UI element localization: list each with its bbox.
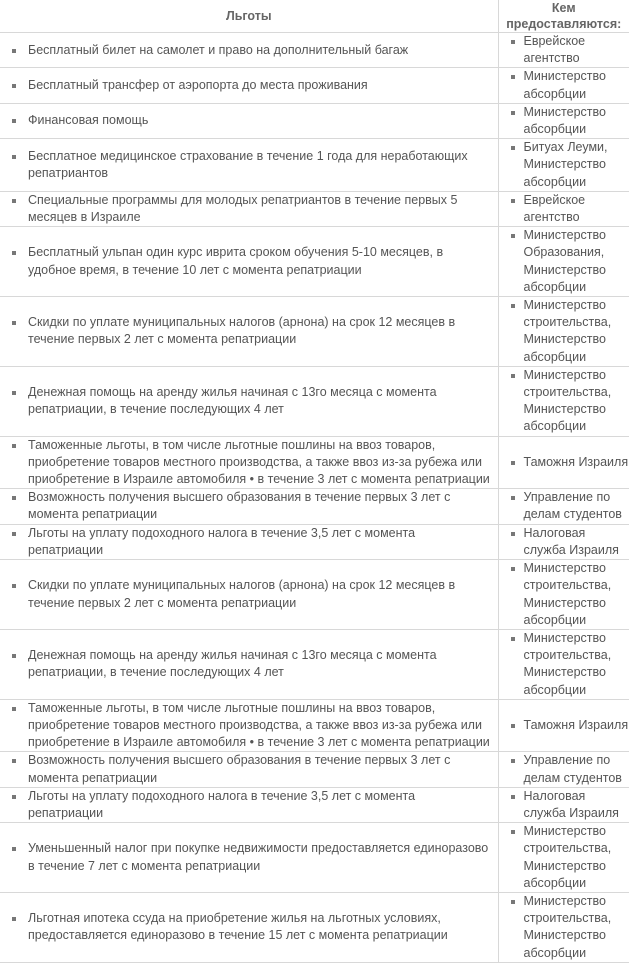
- header-provider: Кем предоставляются:: [498, 0, 629, 33]
- bullet-icon: [511, 637, 515, 641]
- provider-cell: [498, 227, 629, 297]
- table-row: [0, 524, 629, 559]
- table-row: [0, 297, 629, 367]
- provider-cell: [498, 103, 629, 138]
- benefit-cell: [0, 366, 498, 436]
- benefit-text: Таможенные льготы, в том числе льготные пошлины на ввоз товаров, приобретение товаров местного производства, а также ввоз из-за рубежа или приобретение в Израиле автомобиля • в течение 3 лет с момента репатриации: [28, 437, 492, 489]
- benefit-cell: [0, 752, 498, 787]
- benefit-cell: [0, 524, 498, 559]
- bullet-icon: [12, 847, 16, 851]
- bullet-icon: [511, 724, 515, 728]
- table-row: [0, 33, 629, 68]
- provider-text: Управление по делам студентов: [524, 489, 629, 523]
- bullet-icon: [511, 900, 515, 904]
- benefit-cell: [0, 436, 498, 489]
- benefit-cell: [0, 560, 498, 630]
- provider-text: Налоговая служба Израиля: [524, 788, 629, 822]
- bullet-icon: [511, 199, 515, 203]
- table-row: [0, 489, 629, 524]
- provider-cell: [498, 629, 629, 699]
- benefit-cell: [0, 33, 498, 68]
- benefit-text: Возможность получения высшего образования в течение первых 3 лет с момента репатриации: [28, 489, 492, 523]
- bullet-icon: [12, 321, 16, 325]
- table-row: [0, 191, 629, 226]
- provider-cell: [498, 68, 629, 103]
- benefit-text: Таможенные льготы, в том числе льготные пошлины на ввоз товаров, приобретение товаров местного производства, а также ввоз из-за рубежа или приобретение в Израиле автомобиля • в течение 3 лет с момента репатриации: [28, 700, 492, 752]
- benefit-text: Финансовая помощь: [28, 112, 148, 129]
- bullet-icon: [12, 84, 16, 88]
- table-row: [0, 68, 629, 103]
- benefit-text: Бесплатный трансфер от аэропорта до места проживания: [28, 77, 368, 94]
- benefit-cell: [0, 191, 498, 226]
- table-row: [0, 139, 629, 192]
- provider-cell: [498, 699, 629, 752]
- provider-text: Министерство строительства, Министерство абсорбции: [524, 560, 629, 629]
- provider-text: Министерство строительства, Министерство абсорбции: [524, 297, 629, 366]
- bullet-icon: [511, 567, 515, 571]
- table-header-row: [0, 0, 629, 33]
- table-row: [0, 436, 629, 489]
- provider-text: Управление по делам студентов: [524, 752, 629, 786]
- bullet-icon: [511, 795, 515, 799]
- provider-cell: [498, 787, 629, 822]
- provider-text: Министерство строительства, Министерство абсорбции: [524, 630, 629, 699]
- provider-text: Министерство строительства, Министерство абсорбции: [524, 367, 629, 436]
- bullet-icon: [511, 111, 515, 115]
- table-row: [0, 227, 629, 297]
- provider-cell: [498, 752, 629, 787]
- provider-text: Налоговая служба Израиля: [524, 525, 629, 559]
- provider-cell: [498, 191, 629, 226]
- provider-text: Министерство строительства, Министерство абсорбции: [524, 893, 629, 962]
- bullet-icon: [12, 795, 16, 799]
- provider-text: Министерство абсорбции: [524, 104, 629, 138]
- provider-text: Министерство Образования, Министерство абсорбции: [524, 227, 629, 296]
- provider-cell: [498, 139, 629, 192]
- benefit-text: Возможность получения высшего образования в течение первых 3 лет с момента репатриации: [28, 752, 492, 786]
- provider-text: Еврейское агентство: [524, 33, 629, 67]
- bullet-icon: [511, 234, 515, 238]
- benefit-text: Скидки по уплате муниципальных налогов (арнона) на срок 12 месяцев в течение первых 2 лет с момента репатриации: [28, 314, 492, 348]
- bullet-icon: [12, 707, 16, 711]
- benefit-cell: [0, 297, 498, 367]
- benefit-cell: [0, 489, 498, 524]
- bullet-icon: [12, 759, 16, 763]
- bullet-icon: [12, 391, 16, 395]
- table-row: [0, 103, 629, 138]
- provider-cell: [498, 33, 629, 68]
- bullet-icon: [12, 49, 16, 53]
- provider-text: Таможня Израиля: [524, 454, 629, 471]
- bullet-icon: [511, 532, 515, 536]
- bullet-icon: [511, 496, 515, 500]
- table-row: [0, 629, 629, 699]
- bullet-icon: [12, 119, 16, 123]
- benefit-cell: [0, 103, 498, 138]
- benefit-cell: [0, 139, 498, 192]
- benefit-cell: [0, 787, 498, 822]
- benefit-cell: [0, 823, 498, 893]
- provider-cell: [498, 366, 629, 436]
- provider-text: Еврейское агентство: [524, 192, 629, 226]
- benefit-cell: [0, 699, 498, 752]
- provider-text: Таможня Израиля: [524, 717, 629, 734]
- benefit-text: Скидки по уплате муниципальных налогов (арнона) на срок 12 месяцев в течение первых 2 лет с момента репатриации: [28, 577, 492, 611]
- benefit-text: Льготы на уплату подоходного налога в течение 3,5 лет с момента репатриации: [28, 525, 492, 559]
- benefit-text: Уменьшенный налог при покупке недвижимости предоставляется единоразово в течение 7 лет с момента репатриации: [28, 840, 492, 874]
- bullet-icon: [511, 40, 515, 44]
- provider-cell: [498, 489, 629, 524]
- bullet-icon: [12, 654, 16, 658]
- benefit-text: Специальные программы для молодых репатриантов в течение первых 5 месяцев в Израиле: [28, 192, 492, 226]
- table-row: [0, 366, 629, 436]
- provider-cell: [498, 436, 629, 489]
- provider-text: Битуах Леуми, Министерство абсорбции: [524, 139, 629, 191]
- bullet-icon: [511, 146, 515, 150]
- bullet-icon: [511, 304, 515, 308]
- provider-cell: [498, 560, 629, 630]
- bullet-icon: [12, 496, 16, 500]
- table-row: [0, 752, 629, 787]
- benefit-text: Льготная ипотека ссуда на приобретение жилья на льготных условиях, предоставляется единоразово в течение 15 лет с момента репатриации: [28, 910, 492, 944]
- provider-text: Министерство строительства, Министерство абсорбции: [524, 823, 629, 892]
- bullet-icon: [511, 759, 515, 763]
- bullet-icon: [12, 199, 16, 203]
- table-row: [0, 787, 629, 822]
- provider-cell: [498, 524, 629, 559]
- bullet-icon: [12, 584, 16, 588]
- table-row: [0, 699, 629, 752]
- provider-text: Министерство абсорбции: [524, 68, 629, 102]
- provider-cell: [498, 823, 629, 893]
- bullet-icon: [12, 251, 16, 255]
- bullet-icon: [12, 532, 16, 536]
- benefit-text: Денежная помощь на аренду жилья начиная с 13го месяца с момента репатриации, в течение последующих 4 лет: [28, 647, 492, 681]
- benefit-text: Денежная помощь на аренду жилья начиная с 13го месяца с момента репатриации, в течение последующих 4 лет: [28, 384, 492, 418]
- benefit-text: Бесплатный билет на самолет и право на дополнительный багаж: [28, 42, 408, 59]
- bullet-icon: [511, 75, 515, 79]
- table-row: [0, 823, 629, 893]
- benefit-cell: [0, 227, 498, 297]
- bullet-icon: [12, 444, 16, 448]
- bullet-icon: [12, 155, 16, 159]
- benefit-text: Бесплатный ульпан один курс иврита сроком обучения 5-10 месяцев, в удобное время, в течение 10 лет с момента репатриации: [28, 244, 492, 278]
- table-row: [0, 560, 629, 630]
- provider-cell: [498, 297, 629, 367]
- benefit-cell: [0, 68, 498, 103]
- bullet-icon: [511, 461, 515, 465]
- benefit-text: Бесплатное медицинское страхование в течение 1 года для неработающих репатриантов: [28, 148, 492, 182]
- bullet-icon: [511, 830, 515, 834]
- bullet-icon: [511, 374, 515, 378]
- bullet-icon: [12, 917, 16, 921]
- benefit-text: Льготы на уплату подоходного налога в течение 3,5 лет с момента репатриации: [28, 788, 492, 822]
- benefit-cell: [0, 629, 498, 699]
- header-benefits: Льготы: [0, 0, 498, 33]
